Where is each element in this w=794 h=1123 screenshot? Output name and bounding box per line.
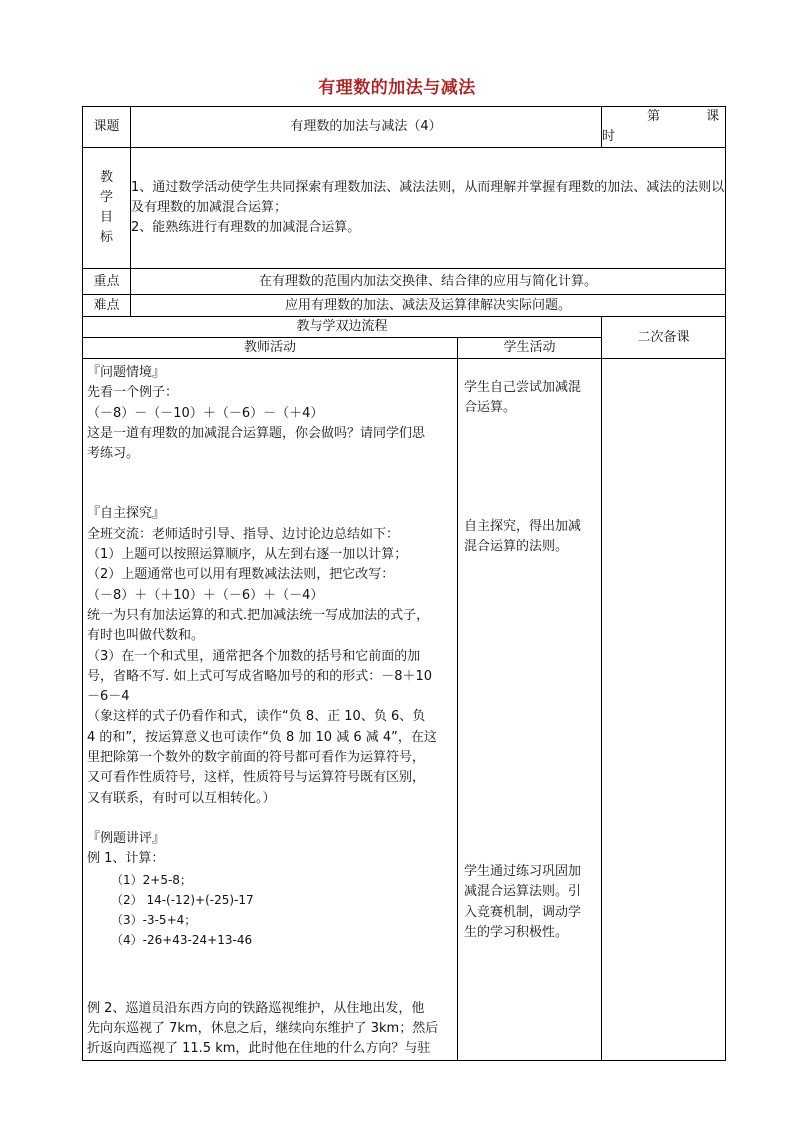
example-1-item: （4）-26+43-24+13-46 (111, 933, 253, 948)
example-1-item: （1）2+5-8； (111, 872, 192, 887)
backup-notes (602, 359, 726, 1061)
period-keshi: 课时 (602, 109, 720, 144)
page-title: 有理数的加法与减法 (318, 78, 476, 98)
section-title-explore: 『自主探究』 (87, 506, 166, 522)
example-1-title: 例 1、计算： (87, 851, 165, 867)
goals-label: 教 学 目 标 (83, 148, 131, 269)
student-heading: 学生活动 (458, 338, 602, 359)
goal-2: 2、能熟练进行有理数的加减混合运算。 (131, 220, 361, 235)
example-1-item: （3）-3-5+4； (111, 913, 197, 928)
difficulty-label: 难点 (83, 295, 131, 317)
key-point-label: 重点 (83, 269, 131, 295)
key-point-text: 在有理数的范围内加法交换律、结合律的应用与简化计算。 (131, 269, 726, 295)
example-2-line: 例 2、巡道员沿东西方向的铁路巡视维护，从住地出发，他 (87, 1000, 425, 1016)
difficulty-row (83, 295, 726, 317)
goals-row (83, 148, 726, 269)
flow-heading: 教与学双边流程 (83, 317, 602, 338)
difficulty-text: 应用有理数的加法、减法及运算律解决实际问题。 (131, 295, 726, 317)
section-title-situation: 『问题情境』 (87, 365, 166, 380)
example-2-line: 先向东巡视了 7km，休息之后，继续向东维护了 3km；然后 (87, 1021, 439, 1037)
section-title-examples: 『例题讲评』 (87, 830, 166, 846)
goal-1: 1、通过数学活动使学生共同探索有理数加法、减法法则，从而理解并掌握有理数的加法、减法的法则以及有理数的加减混合运算； (131, 180, 725, 215)
flow-heading-row (83, 317, 726, 338)
period-cell (602, 107, 726, 148)
student-activity-2: 自主探究，得出加减 混合运算的法则。 (464, 518, 582, 554)
lesson-plan-table (82, 106, 726, 1061)
flow-content-row (83, 359, 726, 1061)
backup-heading: 二次备课 (602, 317, 726, 359)
topic-label: 课题 (83, 107, 131, 148)
teacher-activity: 『问题情境』 先看一个例子： （－8）－（－10）＋（－6）－（＋4） 这是一道有理数的加减混合运算题，你会做吗？请同学们思 考练习。 『自主探究』 全班交流：老师适时引导、指导、边讨论边总结如下： （1）上题可以按照运算顺序，从左到右逐一加以计算； （2）上题通常也可以用有理数减法法则，把它改写： （－8）＋（＋10）＋（－6）＋（－4） 统一为只有加法运算的和式.把加减法统一写成加法的式子， 有时也叫做代数和。 （3）在一个和式里，通常把各个加数的括号和它前面的加 号，省略不写. 如上式可写成省略加号的和的形式：－8＋10 －6－4 （象这样的式子仍看作和式，读作“负 8、正 10、负 6、负 4 的和”，按运算意义也可读作“负 8 加 10 减 6 减 4”，在这 里把除第一个数外的数字前面的符号都可看作为运算符号， 又可看作性质符号，这样，性质符号与运算符号既有区别， 又有联系，有时可以互相转化。） 『例题讲评』 例 1、计算： （1）2+5-8； （2） 14-(-12)+(-25)-17 （3）-3-5+4； （4）-26+43-24+13-46 例 2、巡道员沿东西方向的铁路巡视维护，从住地出发，他 先向东巡视了 7km，休息之后，继续向东维护了 3km；然后 折返向西巡视了 11.5 km，此时他在住地的什么方向？与驻 (83, 359, 458, 1061)
topic-value: 有理数的加法与减法（4） (131, 107, 602, 148)
key-point-row (83, 269, 726, 295)
period-di: 第 (647, 109, 661, 124)
student-activity-3: 学生通过练习巩固加 减混合运算法则。引 入竞赛机制，调动学 生的学习积极性。 (464, 864, 582, 941)
example-1-item: （2） 14-(-12)+(-25)-17 (111, 892, 254, 907)
student-activity (458, 359, 602, 1061)
student-activity-1: 学生自己尝试加减混 合运算。 (464, 380, 582, 416)
example-2-line: 折返向西巡视了 11.5 km，此时他在住地的什么方向？与驻 (87, 1041, 431, 1057)
goals-text (131, 148, 726, 269)
teacher-heading: 教师活动 (83, 338, 458, 359)
topic-row (83, 107, 726, 148)
